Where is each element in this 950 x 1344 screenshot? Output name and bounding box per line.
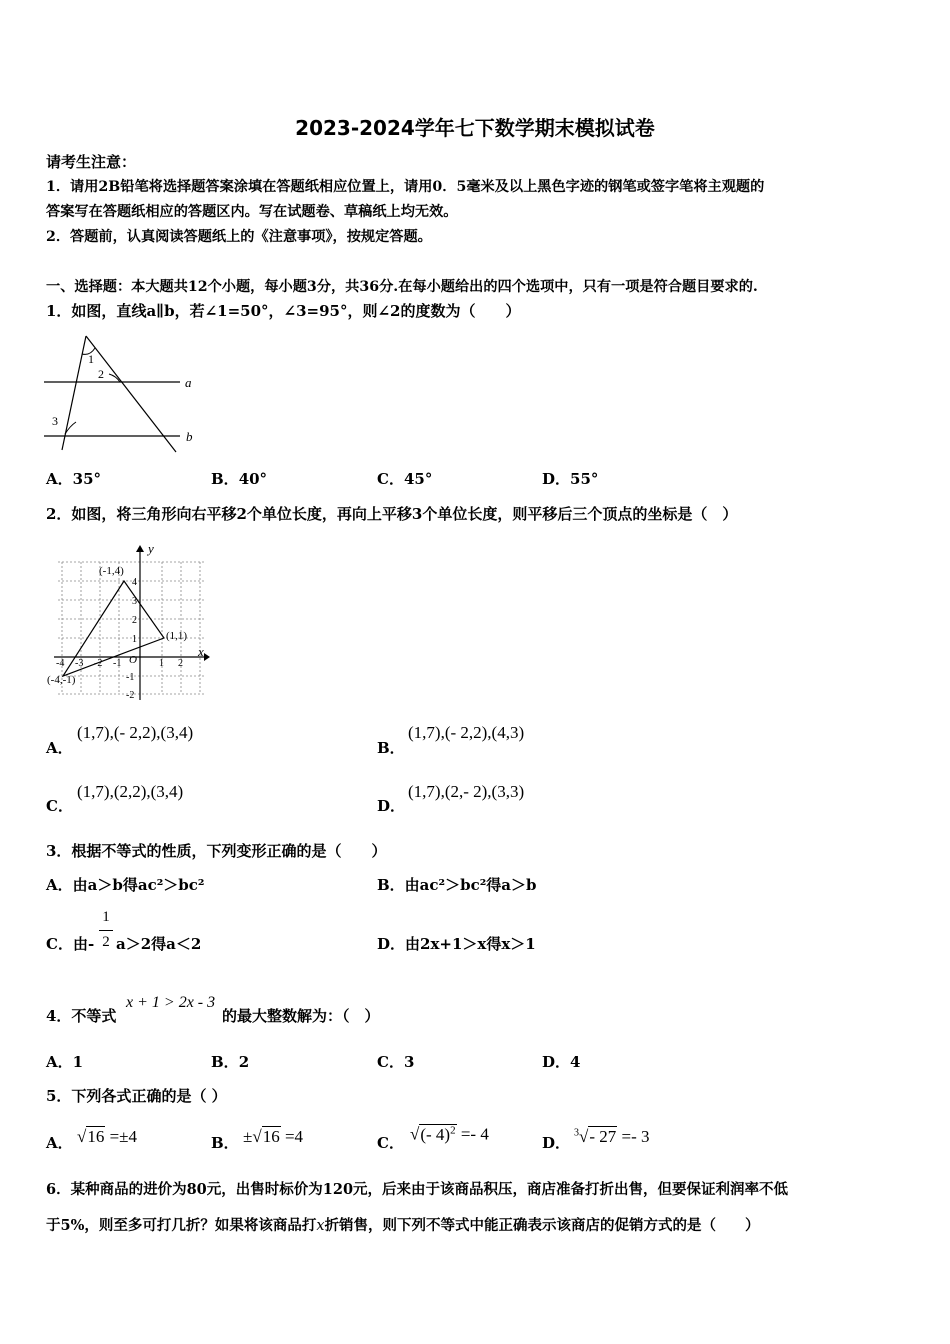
q2-pt-right: (1,1) — [166, 630, 188, 642]
q2-xtick: -3 — [75, 658, 84, 669]
q2-pt-top: (-1,4) — [99, 565, 124, 577]
q2-ytick: 3 — [132, 596, 137, 607]
q1-option-d: D．55° — [542, 470, 599, 488]
q3-option-c-denominator: 2 — [102, 934, 110, 950]
page-title: 2023-2024学年七下数学期末模拟试卷 — [295, 116, 655, 140]
q5-stem: 5．下列各式正确的是（ ） — [46, 1087, 227, 1105]
q1-label-1: 1 — [88, 352, 94, 366]
q4-option-d: D．4 — [542, 1053, 581, 1071]
q1-line-b-label: b — [186, 429, 193, 444]
q4-option-a: A．1 — [46, 1053, 84, 1071]
section-heading: 一、选择题：本大题共12个小题，每小题3分，共36分.在每小题给出的四个选项中，只有一项是符合题目要求的. — [46, 279, 758, 295]
q2-xtick: 1 — [159, 658, 164, 669]
q4-inequality: x + 1 > 2x - 3 — [126, 994, 216, 1011]
q5-option-a-expr: √16 =±4 — [77, 1127, 138, 1146]
q2-xtick: -2 — [94, 658, 103, 669]
q1-stem: 1．如图，直线a∥b，若∠1=50°，∠3=95°，则∠2的度数为（ ） — [46, 302, 521, 320]
q4-stem-suffix: 的最大整数解为：（ ） — [222, 1007, 380, 1025]
q2-axis-x: x — [198, 644, 204, 659]
q6-line1: 6．某种商品的进价为80元，出售时标价为120元，后来由于该商品积压，商店准备打折出售，但要保证利润率不低 — [46, 1181, 789, 1198]
q3-option-d: D．由2x+1＞x得x＞1 — [377, 935, 536, 953]
q2-option-c-text: (1,7),(2,2),(3,4) — [77, 782, 184, 801]
q4-option-b: B．2 — [211, 1053, 250, 1071]
q2-option-a-letter: A． — [46, 739, 73, 757]
q2-option-b-letter: B． — [377, 739, 405, 757]
q5-option-d-letter: D． — [542, 1134, 571, 1152]
q2-option-a-text: (1,7),(- 2,2),(3,4) — [77, 723, 194, 742]
q3-option-a: A．由a＞b得ac²＞bc² — [46, 876, 205, 894]
q2-xtick: -4 — [56, 658, 65, 669]
q1-option-a: A．35° — [46, 470, 102, 488]
q2-option-d-text: (1,7),(2,- 2),(3,3) — [408, 782, 525, 801]
q2-ytick: 4 — [132, 577, 137, 588]
q4-option-c: C．3 — [377, 1053, 415, 1071]
q2-xtick: 2 — [178, 658, 183, 669]
q3-option-b: B．由ac²＞bc²得a＞b — [377, 876, 537, 894]
q5-option-b-expr: ±√16 =4 — [243, 1127, 304, 1146]
q2-option-b-text: (1,7),(- 2,2),(4,3) — [408, 723, 525, 742]
q1-line-a-label: a — [185, 375, 192, 390]
q3-option-c-suffix: a＞2得a＜2 — [116, 935, 202, 953]
notice-line1b: 答案写在答题纸相应的答题区内。写在试题卷、草稿纸上均无效。 — [46, 204, 458, 220]
q2-ytick: -1 — [126, 672, 135, 683]
q5-option-d-expr: $^3$√- 27 =- 3 — [574, 1127, 650, 1146]
q2-xtick: -1 — [113, 658, 122, 669]
q4-stem-prefix: 4．不等式 — [46, 1007, 117, 1025]
q1-option-c: C．45° — [377, 470, 433, 488]
q6-line2: 于5%，则至多可打几折？如果将该商品打x折销售，则下列不等式中能正确表示该商店的促销方式的是（ ） — [46, 1217, 760, 1234]
q1-figure — [40, 330, 210, 455]
notice-line1: 1．请用2B铅笔将选择题答案涂填在答题纸相应位置上，请用0．5毫米及以上黑色字迹的钢笔或签字笔将主观题的 — [46, 179, 765, 195]
q2-figure — [44, 540, 214, 705]
q5-option-c-expr: √(- 4)$^2$ =- 4 — [410, 1124, 489, 1144]
q3-stem: 3．根据不等式的性质，下列变形正确的是（ ） — [46, 842, 387, 860]
q2-stem: 2．如图，将三角形向右平移2个单位长度，再向上平移3个单位长度，则平移后三个顶点的坐标是（ ） — [46, 505, 738, 523]
q2-ytick: -2 — [126, 690, 135, 701]
q2-ytick: 1 — [132, 634, 137, 645]
q3-option-c-prefix: C．由- — [46, 935, 95, 953]
q5-option-c-letter: C． — [377, 1134, 404, 1152]
q5-option-a-letter: A． — [46, 1134, 73, 1152]
q2-ytick: 2 — [132, 615, 137, 626]
q1-label-2: 2 — [98, 367, 104, 381]
q3-option-c-fraction-bar — [99, 930, 113, 931]
q2-option-c-letter: C． — [46, 797, 73, 815]
q2-option-d-letter: D． — [377, 797, 406, 815]
q2-axis-y: y — [148, 541, 154, 556]
q1-option-b: B．40° — [211, 470, 268, 488]
q1-label-3: 3 — [52, 414, 58, 428]
q3-option-c-numerator: 1 — [102, 909, 110, 925]
q5-option-b-letter: B． — [211, 1134, 239, 1152]
notice-heading: 请考生注意： — [46, 153, 137, 171]
notice-line2: 2．答题前，认真阅读答题纸上的《注意事项》，按规定答题。 — [46, 229, 432, 245]
q2-pt-left: (-4,-1) — [47, 674, 76, 686]
q2-origin: O — [129, 654, 137, 666]
